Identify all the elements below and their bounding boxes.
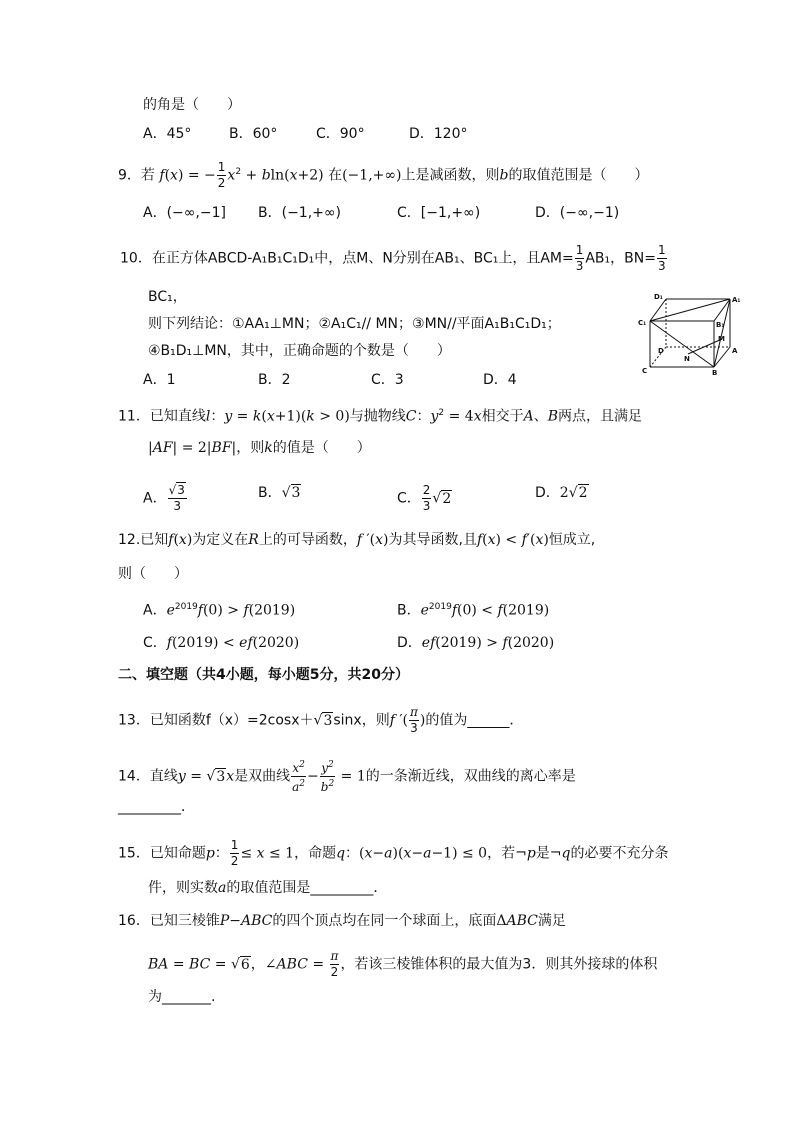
label-a: A	[732, 347, 738, 355]
q12-option-a: A．$e^{2019}f(0) > f(2019)$	[143, 602, 296, 619]
label-m: M	[718, 335, 725, 343]
q14-line2: _________．	[118, 799, 195, 815]
label-b1: B₁	[716, 321, 725, 329]
label-c: C	[642, 367, 648, 375]
q9-option-d: D．(−∞,−1)	[535, 205, 620, 221]
q10-line4: ④B₁D₁⊥MN，其中，正确命题的个数是（ ）	[148, 343, 451, 359]
q11-option-c: C． $\frac{2}{3}$ √2	[397, 483, 452, 513]
q13-stem: 13．已知函数f（x）=2cosx＋√3sinx，则f ′( $\frac{\pi}{3}$ )的值为______．	[118, 705, 524, 735]
q10-fraction-bn: $\frac{1}{3}$	[657, 243, 666, 273]
label-c1: C₁	[638, 319, 647, 327]
q8-option-c: C．90°	[316, 126, 365, 142]
q8-option-a: A．45°	[143, 126, 192, 142]
q8-tail: 的角是（ ）	[143, 97, 241, 113]
label-d1: D₁	[654, 293, 663, 301]
q9-option-c: C．[−1,+∞)	[397, 205, 481, 221]
label-a1: A₁	[732, 296, 741, 304]
q10-line2: BC₁，	[148, 289, 187, 305]
q16-line2: BA = BC = √6，∠ABC = $\frac{\pi}{2}$ ，若该三棱锥体积的最大值为3．则其外接球的体积	[148, 949, 658, 979]
q16-line3: 为_______.	[148, 989, 216, 1005]
q12-option-c: C．f(2019) < ef(2020)	[143, 635, 300, 651]
q11-stem: 11．已知直线l：y = k(x+1)(k > 0)与抛物线C：$y^2 = 4x$相交于A、B两点，且满足	[118, 408, 643, 425]
q16-stem: 16．已知三棱锥P−ABC的四个顶点均在同一个球面上，底面ΔABC满足	[118, 913, 566, 929]
q10-stem: 10．在正方体ABCD-A₁B₁C₁D₁中，点M、N分别在AB₁、BC₁上，且AM= $\frac{1}{3}$ AB₁，BN= $\frac{1}{3}$	[120, 243, 666, 273]
q11-option-b: B．√3	[258, 485, 301, 501]
q10-option-a: A．1	[143, 372, 176, 388]
q9-option-a: A．(−∞,−1]	[143, 205, 226, 221]
q11-option-a: A． $\frac{√3}{3}$	[143, 483, 185, 513]
q12-stem: 12.已知f(x)为定义在R上的可导函数，f ′(x)为其导函数,且f(x) < f′(x)恒成立,	[118, 532, 596, 548]
q12-option-d: D．ef(2019) > f(2020)	[397, 635, 555, 651]
q10-fraction-am: $\frac{1}{3}$	[575, 243, 584, 273]
q12-line2: 则（ ）	[118, 566, 188, 582]
q11-line2: |AF| = 2|BF|，则k的值是（ ）	[148, 440, 371, 456]
label-n: N	[684, 355, 690, 363]
label-b: B	[712, 369, 718, 377]
q15-line2: 件，则实数a的取值范围是_________．	[148, 880, 388, 896]
q9-option-b: B．(−1,+∞)	[258, 205, 342, 221]
q8-option-b: B．60°	[229, 126, 278, 142]
q15-stem: 15．已知命题p： $\frac{1}{2}$ ≤ x ≤ 1，命题q：(x−a)(x−a−1) ≤ 0，若¬p是¬q的必要不充分条	[118, 838, 669, 868]
section-2-heading: 二、填空题（共4小题，每小题5分，共20分）	[118, 667, 409, 683]
q12-option-b: B．$e^{2019}f(0) < f(2019)$	[397, 602, 550, 619]
q8-option-d: D．120°	[409, 126, 468, 142]
q9-fraction: $\frac{1}{2}$	[217, 160, 226, 190]
cube-figure	[638, 291, 748, 377]
q11-option-d: D．2√2	[535, 485, 588, 501]
q10-option-b: B．2	[258, 372, 291, 388]
q10-option-d: D．4	[483, 372, 517, 388]
label-d: D	[658, 347, 664, 355]
q10-option-c: C．3	[371, 372, 404, 388]
q10-line3: 则下列结论：①AA₁⊥MN；②A₁C₁// MN；③MN//平面A₁B₁C₁D₁；	[148, 316, 561, 332]
q14-stem: 14．直线y = √3x是双曲线 $\frac{x^2}{a^2}$ − $\frac{y^2}{b^2}$ = 1的一条渐近线，双曲线的离心率是	[118, 760, 576, 794]
q9-stem: 9．若 f(x) = − $\frac{1}{2}$ $x^2 + bln(x+2)$ 在(−1,+∞)上是减函数，则b的取值范围是（ ）	[118, 160, 649, 190]
